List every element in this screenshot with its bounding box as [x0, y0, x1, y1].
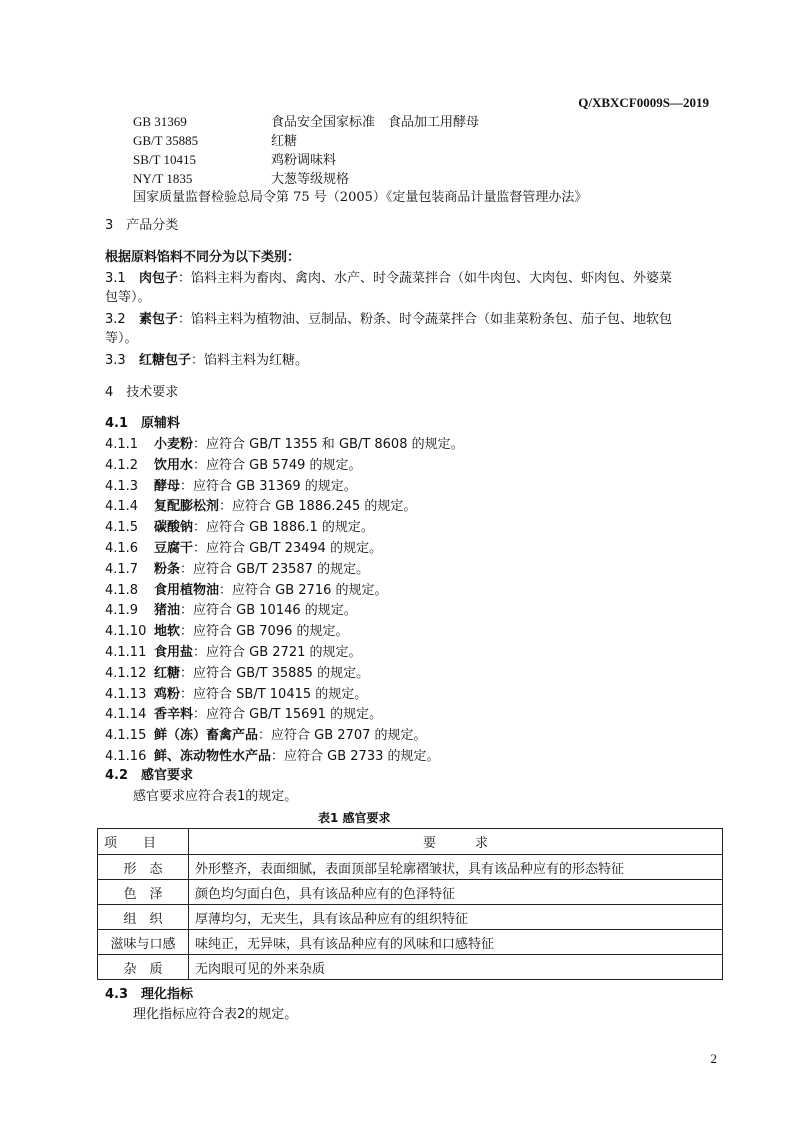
- material-number: 4.1.15: [105, 728, 147, 744]
- material-item: [105, 436, 464, 454]
- item-cell: 组 织: [98, 905, 189, 930]
- section-4-3-heading: [105, 986, 193, 1004]
- reference-title: 食品安全国家标准 食品加工用酵母: [271, 115, 480, 130]
- section-4-2-text: [133, 788, 297, 806]
- material-item: [105, 498, 416, 516]
- reference-code: GB/T 35885: [133, 133, 199, 148]
- reference-row: [133, 113, 479, 132]
- body-text: 理化指标应符合表2的规定。: [133, 1007, 298, 1022]
- section-3-heading: [105, 217, 178, 235]
- table-caption: 表1 感官要求: [318, 811, 391, 825]
- reference-title: 大葱等级规格: [271, 172, 350, 187]
- material-name: 碳酸钠: [154, 520, 194, 536]
- heading-text: 4.1 原辅料: [105, 416, 181, 431]
- material-number: 4.1.3: [105, 478, 139, 494]
- reference-code: SB/T 10415: [133, 152, 196, 167]
- reference-row: [133, 132, 297, 151]
- material-name: 猪油: [154, 603, 181, 619]
- material-item: [105, 478, 357, 496]
- material-name: 小麦粉: [154, 437, 194, 452]
- material-item: [105, 727, 427, 745]
- table-row: [98, 905, 723, 930]
- material-item: [105, 644, 362, 662]
- material-number: 4.1.5: [105, 520, 139, 536]
- material-number: 4.1.12: [105, 665, 147, 681]
- heading-text: 4 技术要求: [105, 385, 179, 400]
- category-item: [105, 270, 672, 288]
- material-text: ：应符合 GB 2707 的规定。: [258, 728, 427, 744]
- category-item-continued: [105, 289, 151, 307]
- material-text: ：应符合 SB/T 10415 的规定。: [180, 686, 368, 702]
- table-row: [98, 855, 723, 880]
- material-name: 豆腐干: [154, 541, 194, 556]
- material-number: 4.1.6: [105, 541, 139, 556]
- category-text-cont: 等）。: [105, 331, 138, 346]
- material-number: 4.1.13: [105, 686, 147, 702]
- material-number: 4.1.16: [105, 749, 147, 764]
- category-text-cont: 包等）。: [105, 290, 151, 305]
- item-cell: 形 态: [98, 855, 189, 880]
- material-item: [105, 602, 357, 620]
- material-number: 4.1.1: [105, 437, 139, 452]
- item-cell: 滋味与口感: [98, 930, 189, 955]
- material-text: ：应符合 GB 7096 的规定。: [180, 624, 349, 640]
- material-number: 4.1.8: [105, 582, 139, 598]
- material-item: [105, 706, 382, 724]
- heading-text: 3 产品分类: [105, 218, 179, 233]
- document-code: Q/XBXCF0009S—2019: [578, 95, 709, 110]
- reference-row: [133, 151, 336, 170]
- section-4-heading: [105, 384, 178, 402]
- reference-code: NY/T 1835: [133, 171, 193, 186]
- reference-code: GB 31369: [133, 114, 187, 129]
- material-number: 4.1.2: [105, 457, 139, 473]
- material-name: 红糖: [154, 665, 181, 681]
- material-text: ：应符合 GB/T 35885 的规定。: [180, 665, 370, 681]
- material-item: [105, 665, 369, 683]
- section-4-3-text: [133, 1006, 297, 1024]
- material-name: 地软: [154, 624, 181, 640]
- material-text: ：应符合 GB/T 23587 的规定。: [180, 561, 370, 577]
- material-name: 饮用水: [154, 457, 194, 473]
- material-name: 鸡粉: [154, 686, 181, 702]
- material-name: 鲜（冻）畜禽产品: [154, 728, 259, 744]
- material-text: ：应符合 GB/T 15691 的规定。: [193, 707, 383, 723]
- material-name: 食用植物油: [154, 582, 220, 598]
- material-name: 酵母: [154, 478, 181, 494]
- material-item: [105, 748, 440, 766]
- category-text: ：馅料主料为植物油、豆制品、粉条、时令蔬菜拌合（如韭菜粉条包、茄子包、地软包: [178, 312, 673, 327]
- table-row: [98, 930, 723, 955]
- category-number: 3.1: [105, 271, 126, 286]
- material-name: 食用盐: [154, 645, 194, 660]
- material-text: ：应符合 GB 1886.245 的规定。: [219, 499, 417, 515]
- material-number: 4.1.10: [105, 624, 147, 640]
- page-number: 2: [710, 1051, 717, 1066]
- material-text: ：应符合 GB 1886.1 的规定。: [193, 520, 374, 536]
- category-number: 3.3: [105, 353, 126, 368]
- material-item: [105, 519, 374, 537]
- material-number: 4.1.4: [105, 499, 139, 515]
- material-item: [105, 457, 362, 475]
- material-text: ：应符合 GB/T 23494 的规定。: [193, 541, 383, 556]
- category-name: 红糖包子: [139, 353, 192, 368]
- section-4-2-heading: [105, 767, 193, 785]
- material-item: [105, 623, 349, 641]
- heading-text: 4.2 感官要求: [105, 768, 194, 783]
- intro-text: 根据原料馅料不同分为以下类别：: [105, 250, 301, 265]
- category-item: [105, 311, 672, 329]
- material-text: ：应符合 GB 5749 的规定。: [193, 457, 362, 473]
- requirement-cell: 颜色均匀面白色，具有该品种应有的色泽特征: [189, 880, 723, 905]
- sensory-table: [97, 828, 723, 980]
- material-text: ：应符合 GB 2721 的规定。: [193, 645, 362, 660]
- material-name: 粉条: [154, 561, 181, 577]
- material-item: [105, 540, 382, 558]
- requirement-cell: 厚薄均匀，无夹生，具有该品种应有的组织特征: [189, 905, 723, 930]
- requirement-cell: 外形整齐，表面细腻，表面顶部呈轮廓褶皱状，具有该品种应有的形态特征: [189, 855, 723, 880]
- category-name: 素包子: [139, 312, 179, 327]
- reference-row: [133, 170, 349, 189]
- material-name: 香辛料: [154, 707, 194, 723]
- material-text: ：应符合 GB 10146 的规定。: [180, 603, 357, 619]
- material-number: 4.1.7: [105, 561, 139, 577]
- material-text: ：应符合 GB 31369 的规定。: [180, 478, 357, 494]
- requirement-cell: 无肉眼可见的外来杂质: [189, 955, 723, 980]
- item-cell: 杂 质: [98, 955, 189, 980]
- requirement-cell: 味纯正，无异味，具有该品种应有的风味和口感特征: [189, 930, 723, 955]
- material-text: ：应符合 GB 2733 的规定。: [271, 749, 440, 764]
- table-row: [98, 880, 723, 905]
- item-cell: 色 泽: [98, 880, 189, 905]
- table-header-row: [98, 829, 723, 855]
- category-text: ：馅料主料为红糖。: [191, 353, 309, 368]
- heading-text: 4.3 理化指标: [105, 987, 194, 1002]
- material-item: [105, 561, 369, 579]
- body-text: 感官要求应符合表1的规定。: [133, 789, 298, 804]
- material-text: ：应符合 GB 2716 的规定。: [219, 582, 388, 598]
- category-number: 3.2: [105, 312, 126, 327]
- material-number: 4.1.14: [105, 707, 147, 723]
- table-row: [98, 955, 723, 980]
- category-text: ：馅料主料为畜肉、禽肉、水产、时令蔬菜拌合（如牛肉包、大肉包、虾肉包、外婆菜: [178, 271, 673, 286]
- category-item: [105, 352, 308, 370]
- section-3-intro: [105, 249, 300, 267]
- section-4-1-heading: [105, 415, 180, 433]
- header-requirement: 要 求: [189, 829, 723, 855]
- material-number: 4.1.11: [105, 645, 147, 660]
- header-item: 项 目: [98, 829, 189, 855]
- material-number: 4.1.9: [105, 603, 139, 619]
- category-name: 肉包子: [139, 271, 179, 286]
- reference-title: 红糖: [271, 134, 298, 149]
- category-item-continued: [105, 330, 138, 348]
- reference-regulation: [133, 189, 587, 207]
- material-item: [105, 686, 367, 704]
- reference-title: 鸡粉调味料: [271, 153, 337, 168]
- material-name: 复配膨松剂: [154, 499, 220, 515]
- material-item: [105, 582, 388, 600]
- material-name: 鲜、冻动物性水产品: [154, 749, 272, 764]
- material-text: ：应符合 GB/T 1355 和 GB/T 8608 的规定。: [193, 437, 464, 452]
- regulation-text: 国家质量监督检验总局令第 75 号（2005）《定量包装商品计量监督管理办法》: [133, 190, 588, 205]
